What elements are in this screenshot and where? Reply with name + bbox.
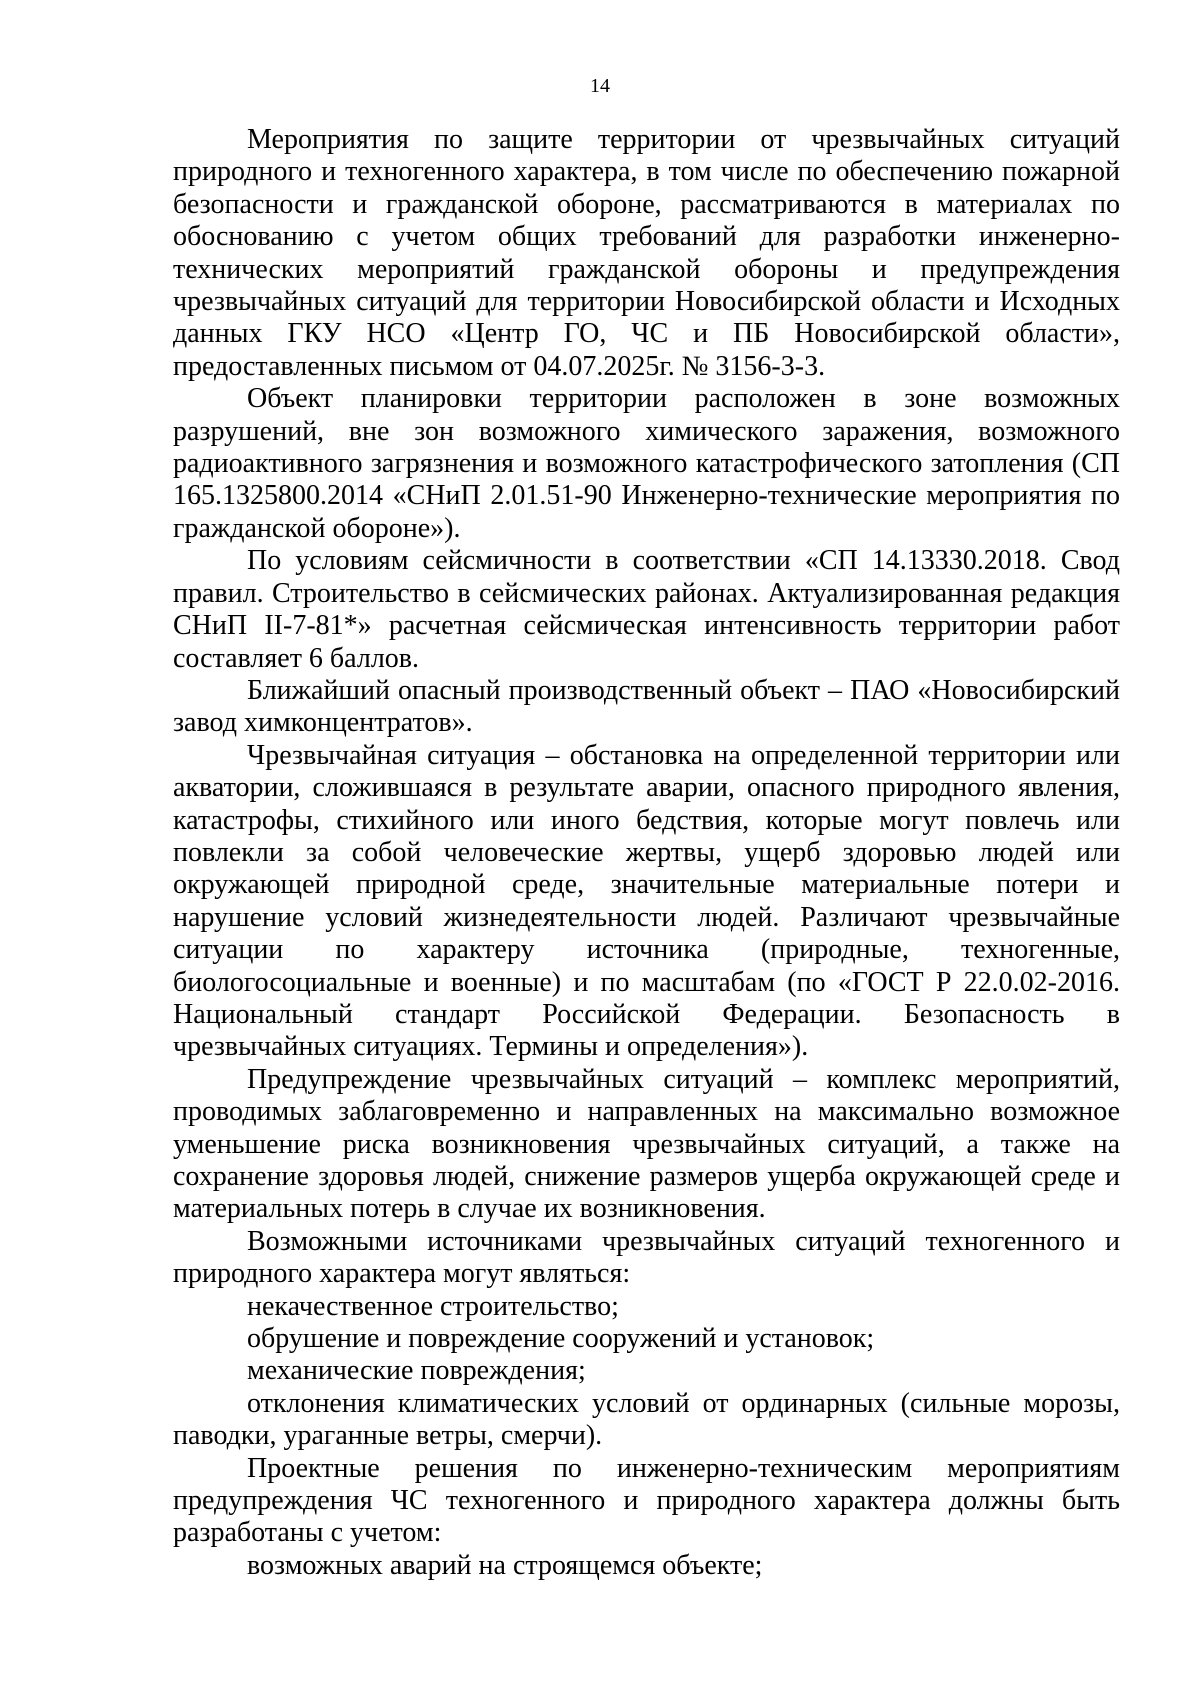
paragraph-prevention-definition: Предупреждение чрезвычайных ситуаций – комплекс мероприятий, проводимых заблаговременно и направленных на максимально возможное уменьшение риска возникновения чрезвычайных ситуаций, а также на сохранение здоровья людей, снижение размеров ущерба окружающей среде и материальных потерь в случае их возникновения. (173, 1063, 1120, 1225)
paragraph-planning-object-zone: Объект планировки территории расположен в зоне возможных разрушений, вне зон возможного химического заражения, возможного радиоактивного загрязнения и возможного катастрофического затопления (СП 165.1325800.2014 «СНиП 2.01.51-90 Инженерно-технические мероприятия по гражданской обороне»). (173, 383, 1120, 544)
list-item-poor-construction: некачественное строительство; (247, 1290, 619, 1322)
list-item-mechanical-damage: механические повреждения; (247, 1355, 586, 1387)
list-item-collapse: обрушение и повреждение сооружений и установок; (247, 1323, 875, 1355)
paragraph-emergency-definition: Чрезвычайная ситуация – обстановка на определенной территории или акватории, сложившаяся в результате аварии, опасного природного явления, катастрофы, стихийного или иного бедствия, которые могут повлечь или повлекли за собой человеческие жертвы, ущерб здоровью людей или окружающей природной среде, значительные материальные потери и нарушение условий жизнедеятельности людей. Различают чрезвычайные ситуации по характеру источника (природные, техногенные, биологосоциальные и военные) и по масштабам (по «ГОСТ Р 22.0.02-2016. Национальный стандарт Российской Федерации. Безопасность в чрезвычайных ситуациях. Термины и определения»). (173, 739, 1120, 1063)
page-number: 14 (590, 75, 610, 97)
paragraph-possible-sources: Возможными источниками чрезвычайных ситуаций техногенного и природного характера могут являться: (173, 1225, 1120, 1290)
document-body (173, 124, 1120, 1582)
paragraph-seismicity: По условиям сейсмичности в соответствии «СП 14.13330.2018. Свод правил. Строительство в сейсмических районах. Актуализированная редакция СНиП II-7-81*» расчетная сейсмическая интенсивность территории работ составляет 6 баллов. (173, 545, 1120, 674)
paragraph-design-decisions: Проектные решения по инженерно-техническим мероприятиям предупреждения ЧС техногенного и природного характера должны быть разработаны с учетом: (173, 1452, 1120, 1549)
list-item-climate-deviations: отклонения климатических условий от ординарных (сильные морозы, паводки, ураганные ветры, смерчи). (173, 1387, 1120, 1452)
paragraph-nearest-hazard: Ближайший опасный производственный объект – ПАО «Новосибирский завод химконцентратов». (173, 674, 1120, 739)
list-item-possible-accidents: возможных аварий на строящемся объекте; (247, 1549, 763, 1581)
paragraph-emergency-measures: Мероприятия по защите территории от чрезвычайных ситуаций природного и техногенного характера, в том числе по обеспечению пожарной безопасности и гражданской обороне, рассматриваются в материалах по обоснованию с учетом общих требований для разработки инженерно-технических мероприятий гражданской обороны и предупреждения чрезвычайных ситуаций для территории Новосибирской области и Исходных данных ГКУ НСО «Центр ГО, ЧС и ПБ Новосибирской области», предоставленных письмом от 04.07.2025г. № 3156-3-3. (173, 124, 1120, 382)
